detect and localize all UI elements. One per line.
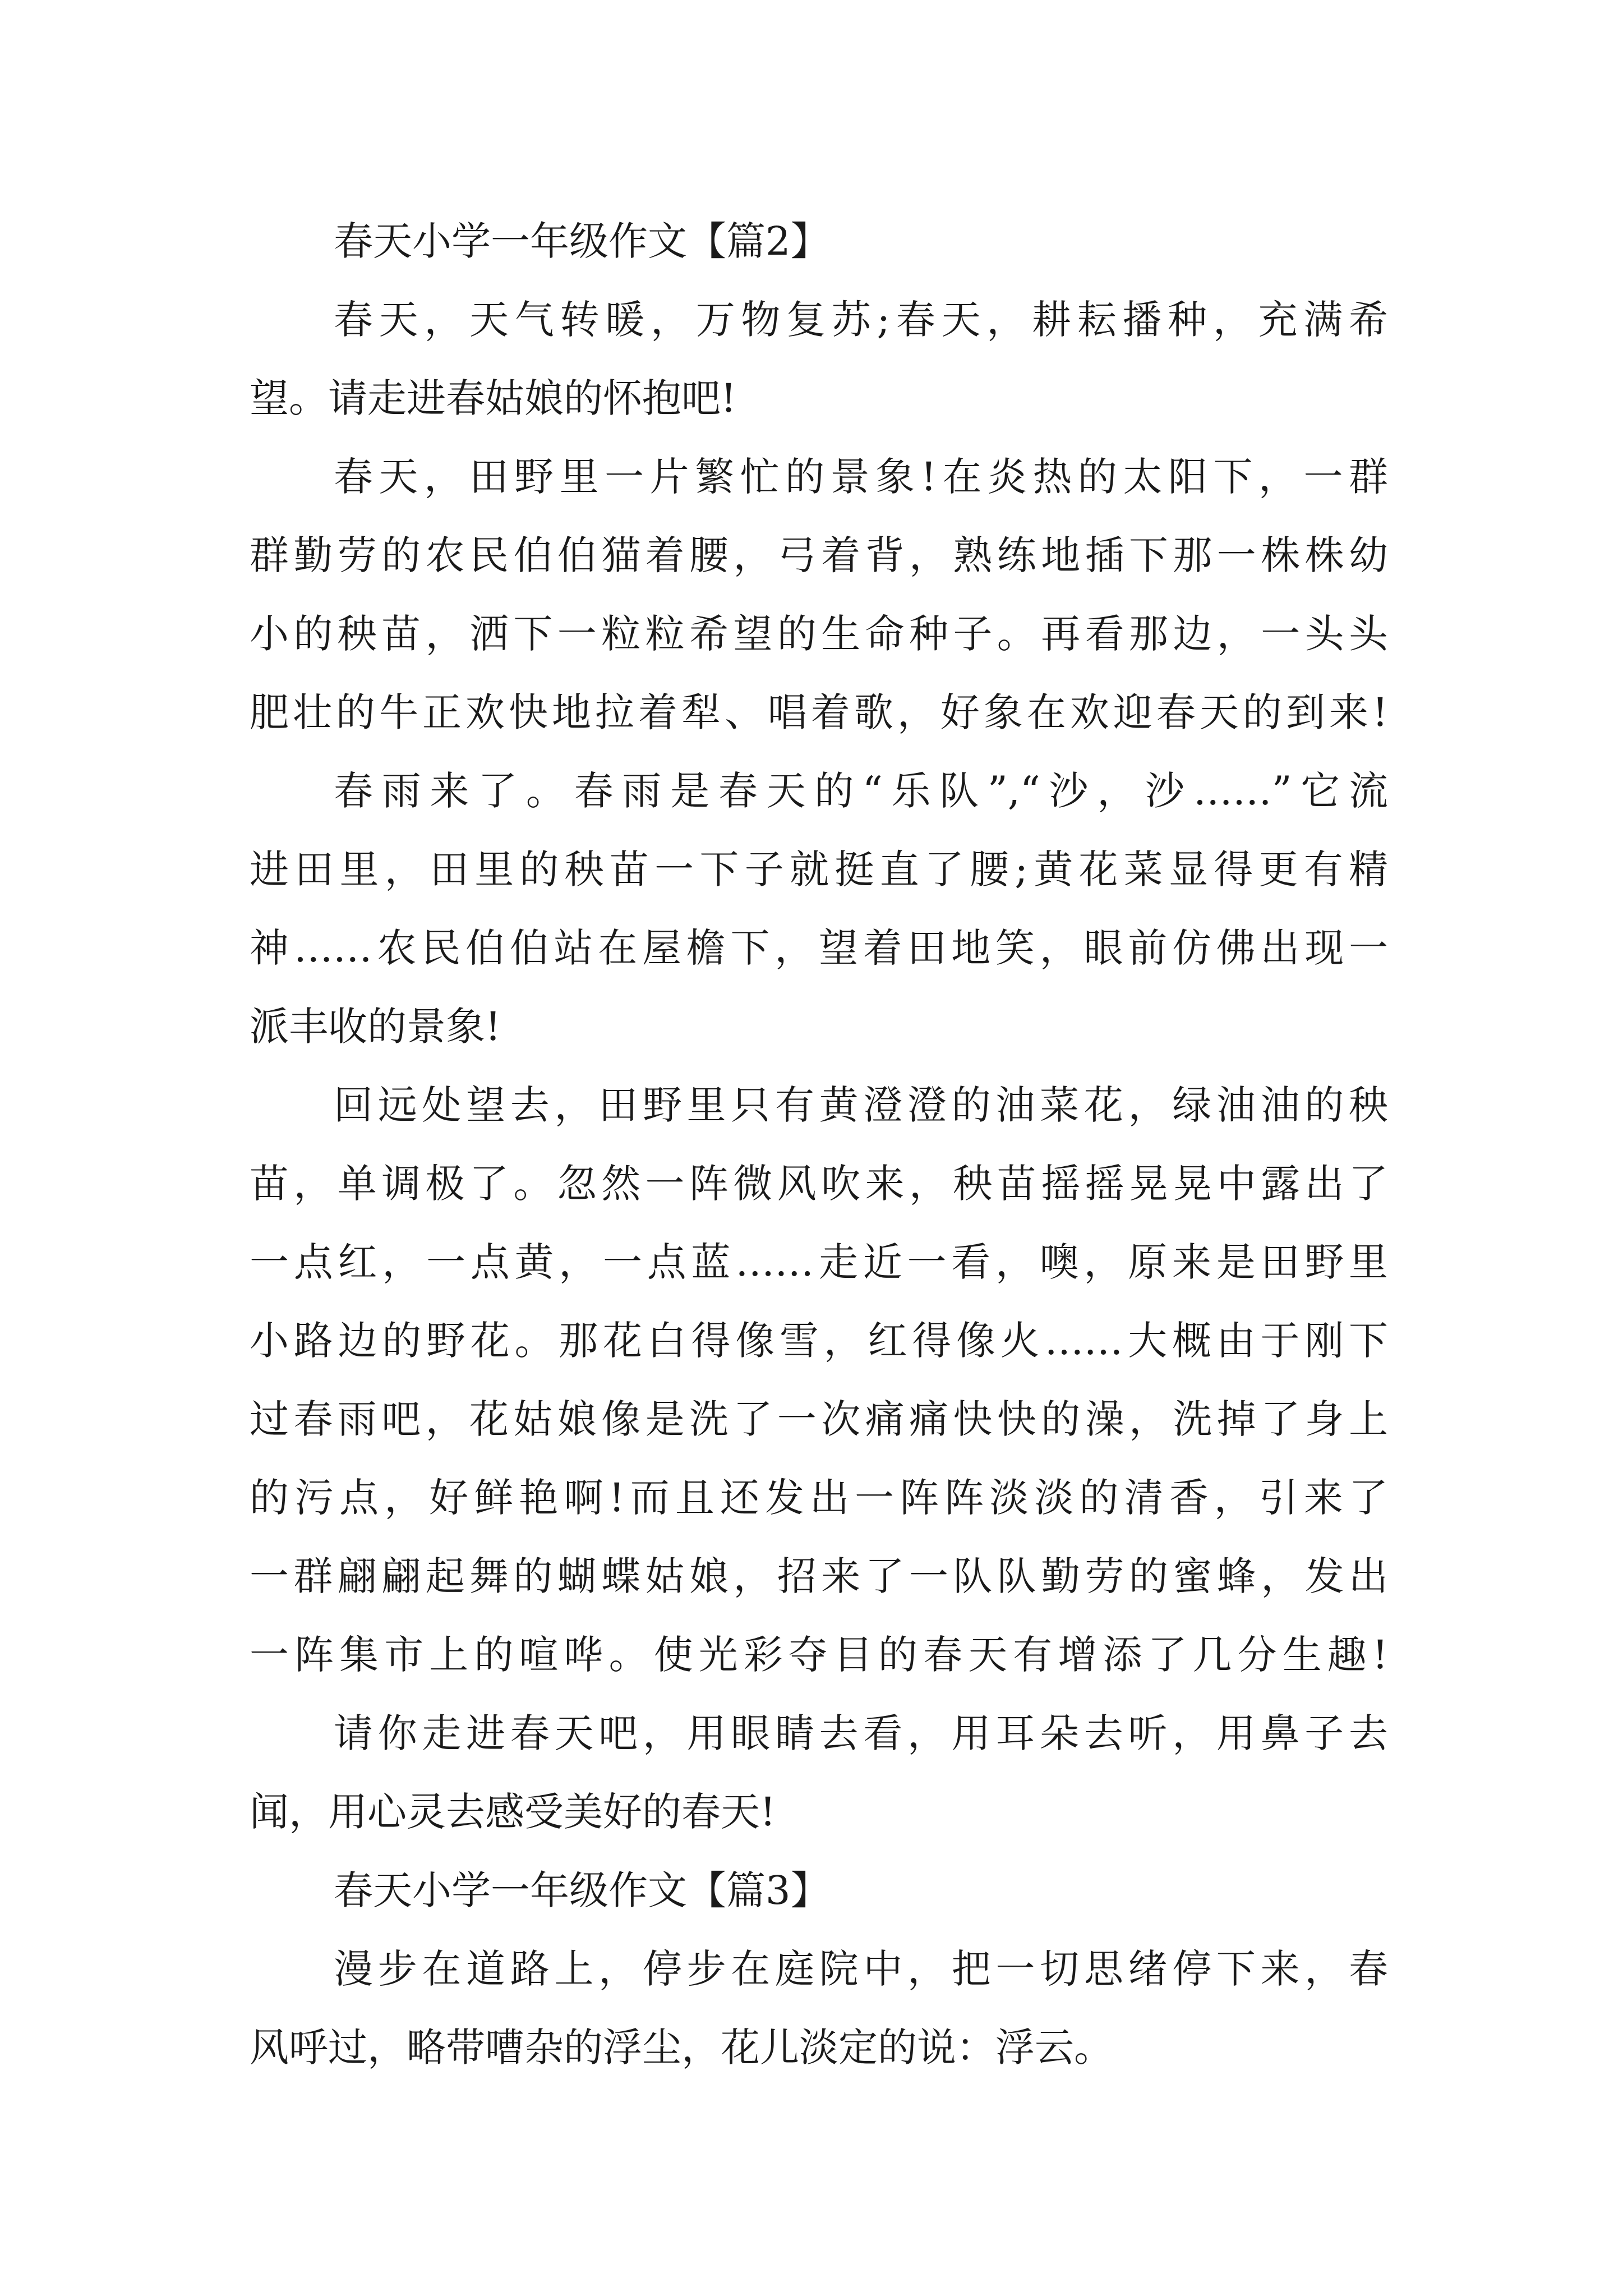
section-heading-3: 春天小学一年级作文【篇3】 [334, 1867, 830, 1913]
paragraph-line: 一点红，一点黄，一点蓝……走近一看，噢，原来是田野里 [250, 1239, 1388, 1285]
paragraph-line: 进田里，田里的秧苗一下子就挺直了腰;黄花菜显得更有精 [250, 846, 1388, 892]
paragraph-line: 群勤劳的农民伯伯猫着腰，弓着背，熟练地插下那一株株幼 [250, 532, 1388, 578]
paragraph-line: 春雨来了。春雨是春天的“乐队”,“沙，沙……”它流 [334, 768, 1388, 814]
paragraph-line: 回远处望去，田野里只有黄澄澄的油菜花，绿油油的秧 [334, 1082, 1388, 1128]
paragraph-line: 春天，天气转暖，万物复苏;春天，耕耘播种，充满希 [334, 297, 1388, 343]
paragraph-line: 望。请走进春姑娘的怀抱吧! [250, 375, 737, 421]
paragraph-line: 请你走进春天吧，用眼睛去看，用耳朵去听，用鼻子去 [334, 1710, 1388, 1756]
paragraph-line: 苗，单调极了。忽然一阵微风吹来，秧苗摇摇晃晃中露出了 [250, 1161, 1388, 1207]
paragraph-line: 一阵集市上的喧哗。使光彩夺目的春天有增添了几分生趣! [250, 1632, 1388, 1678]
paragraph-line: 肥壮的牛正欢快地拉着犁、唱着歌，好象在欢迎春天的到来! [250, 689, 1388, 735]
paragraph-line: 过春雨吧，花姑娘像是洗了一次痛痛快快的澡，洗掉了身上 [250, 1396, 1388, 1442]
paragraph-line: 神……农民伯伯站在屋檐下，望着田地笑，眼前仿佛出现一 [250, 925, 1388, 971]
paragraph-line: 小路边的野花。那花白得像雪，红得像火……大概由于刚下 [250, 1318, 1388, 1364]
paragraph-line: 的污点，好鲜艳啊!而且还发出一阵阵淡淡的清香，引来了 [250, 1475, 1388, 1521]
paragraph-line: 风呼过，略带嘈杂的浮尘，花儿淡定的说：浮云。 [250, 2024, 1113, 2070]
section-heading-2: 春天小学一年级作文【篇2】 [334, 218, 830, 264]
paragraph-line: 小的秧苗，洒下一粒粒希望的生命种子。再看那边，一头头 [250, 611, 1388, 657]
paragraph-line: 派丰收的景象! [250, 1004, 501, 1050]
paragraph-line: 春天，田野里一片繁忙的景象!在炎热的太阳下，一群 [334, 454, 1388, 500]
paragraph-line: 闻，用心灵去感受美好的春天! [250, 1789, 776, 1835]
paragraph-line: 一群翩翩起舞的蝴蝶姑娘，招来了一队队勤劳的蜜蜂，发出 [250, 1553, 1388, 1599]
paragraph-line: 漫步在道路上，停步在庭院中，把一切思绪停下来，春 [334, 1946, 1388, 1992]
